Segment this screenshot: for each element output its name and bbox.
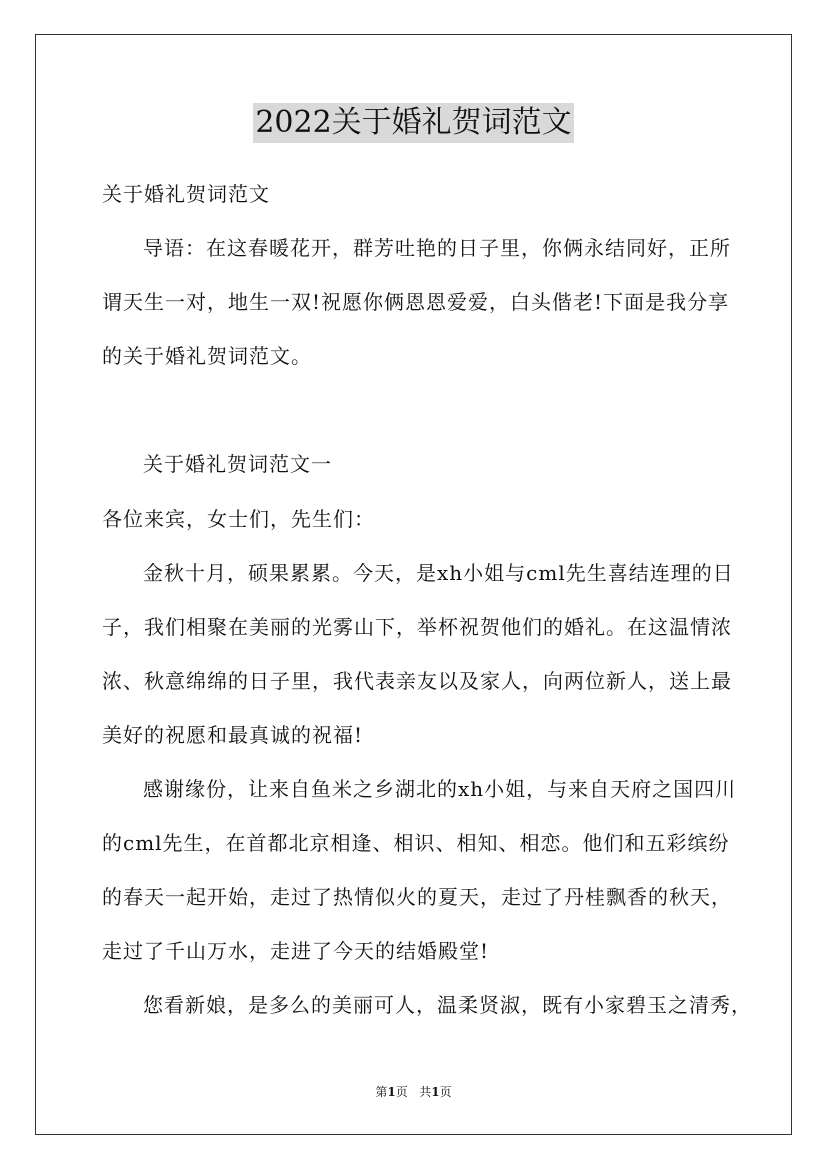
paragraph-line: 导语：在这春暖花开，群芳吐艳的日子里，你俩永结同好，正所	[143, 236, 731, 260]
paragraph-line: 浓、秋意绵绵的日子里，我代表亲友以及家人，向两位新人，送上最	[102, 669, 732, 693]
section-heading: 关于婚礼贺词范文	[102, 182, 270, 206]
page-prefix: 第	[375, 1085, 388, 1099]
paragraph-line: 感谢缘份，让来自鱼米之乡湖北的xh小姐，与来自天府之国四川	[143, 777, 737, 801]
page-footer	[0, 1084, 827, 1100]
document-title: 2022关于婚礼贺词范文	[253, 103, 573, 143]
page-suffix: 页	[395, 1085, 408, 1099]
paragraph-line: 谓天生一对，地生一双!祝愿你俩恩恩爱爱，白头偕老!下面是我分享	[102, 290, 730, 314]
paragraph-line: 金秋十月，硕果累累。今天，是xh小姐与cml先生喜结连理的日	[143, 561, 734, 585]
total-pages: 1	[431, 1085, 440, 1099]
paragraph-line: 走过了千山万水，走进了今天的结婚殿堂!	[102, 939, 490, 963]
total-prefix: 共	[419, 1085, 432, 1099]
paragraph-line: 的关于婚礼贺词范文。	[102, 344, 312, 368]
salutation-line: 各位来宾，女士们，先生们：	[102, 507, 375, 531]
paragraph-line: 您看新娘，是多么的美丽可人，温柔贤淑，既有小家碧玉之清秀，	[143, 993, 752, 1017]
title-container	[0, 103, 827, 143]
paragraph-line: 美好的祝愿和最真诚的祝福!	[102, 723, 364, 747]
paragraph-line: 的春天一起开始，走过了热情似火的夏天，走过了丹桂飘香的秋天，	[102, 885, 732, 909]
paragraph-line: 的cml先生，在首都北京相逢、相识、相知、相恋。他们和五彩缤纷	[102, 831, 730, 855]
page-current: 1	[387, 1085, 396, 1099]
total-suffix: 页	[439, 1085, 452, 1099]
subsection-heading: 关于婚礼贺词范文一	[143, 452, 332, 476]
paragraph-line: 子，我们相聚在美丽的光雾山下，举杯祝贺他们的婚礼。在这温情浓	[102, 615, 732, 639]
